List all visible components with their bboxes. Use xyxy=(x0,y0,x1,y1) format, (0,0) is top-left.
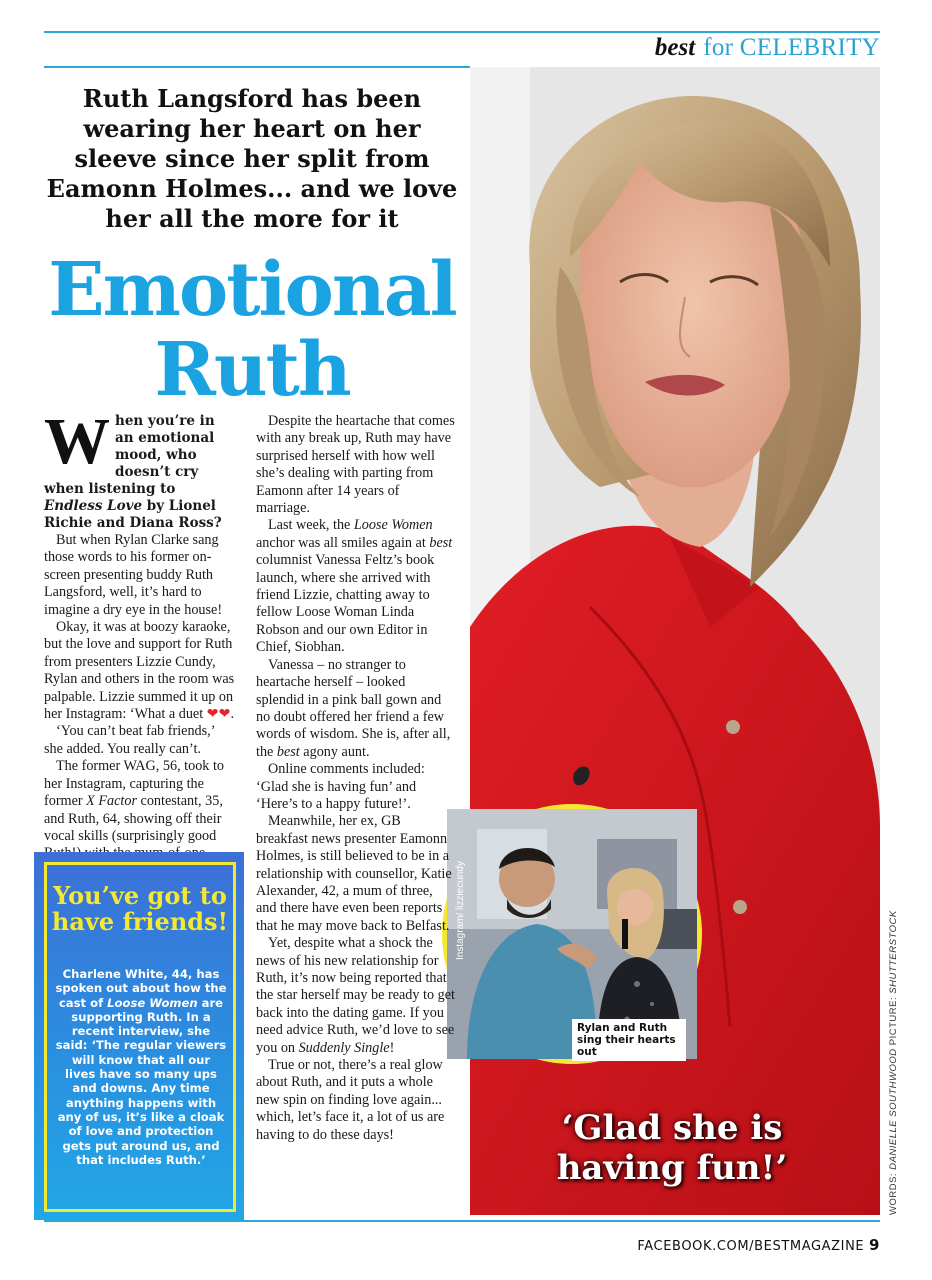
article-paragraph: But when Rylan Clarke sang those words to his former on-screen presenting buddy Ruth Langsford, well, it’s hard to imagine a dry eye in the house! xyxy=(44,532,223,618)
writer-name: DANIELLE SOUTHWOOD xyxy=(888,1048,899,1170)
article-intro xyxy=(44,405,236,532)
article-paragraph: ‘You can’t beat fab friends,’ she added. You really can’t. xyxy=(44,723,215,757)
paragraph-text: Vanessa – no stranger to heartache herself – looked splendid in a pink ball gown and no doubt offered her friend a few words of wisdom. She is, after all, the xyxy=(256,656,451,760)
show-title: Suddenly Single xyxy=(298,1039,390,1056)
paragraph-text: anchor was all smiles again at xyxy=(256,534,430,551)
picture-agency: SHUTTERSTOCK xyxy=(888,910,899,994)
section-header xyxy=(655,34,880,64)
paragraph-text: The former WAG, 56, took to her Instagram, capturing the former xyxy=(44,758,224,810)
paragraph-text: agony aunt. xyxy=(299,743,370,760)
boxout-text: Charlene White, 44, has spoken out about how the cast of xyxy=(55,967,227,1010)
intro-song-title: Endless Love xyxy=(44,498,143,514)
paragraph-text: Okay, it was at boozy karaoke, but the love and support for Ruth from presenters Lizzie Cundy, Rylan and others in the room was palpable. Lizzie summed it up on her Instagram: ‘What a duet xyxy=(44,619,235,723)
inset-photo-credit: Instagram/ lizziecundy xyxy=(455,861,466,960)
boxout-frame xyxy=(44,862,236,1212)
section-name: for CELEBRITY xyxy=(703,34,880,61)
footer-url: FACEBOOK.COM/BESTMAGAZINE xyxy=(637,1239,865,1254)
drop-cap: W xyxy=(44,405,110,478)
header-rule xyxy=(44,66,470,68)
paragraph-text: columnist Vanessa Feltz’s book launch, where she arrived with friend Lizzie, chatting away to fellow Loose Woman Linda Robson and our own Editor in Chief, Siobhan. xyxy=(256,552,435,656)
show-title: Loose Women xyxy=(353,517,433,534)
friends-boxout xyxy=(34,852,244,1220)
headline-line-1: Emotional xyxy=(48,247,456,333)
bottom-rule xyxy=(44,1220,880,1222)
intro-text-b: by Lionel Richie and Diana Ross? xyxy=(44,498,222,531)
article-paragraph xyxy=(44,619,236,723)
article-paragraph: True or not, there’s a real glow about Ruth, and it puts a whole new spin on finding love again... which, let’s face it, a lot of us are having to do these days! xyxy=(256,1057,445,1143)
brand-name: best xyxy=(654,34,696,61)
show-title: Loose Women xyxy=(107,995,198,1010)
paragraph-text: Last week, the xyxy=(268,517,354,534)
article-paragraph xyxy=(256,935,456,1057)
article-column-2 xyxy=(256,413,456,1205)
article-paragraph: Meanwhile, her ex, GB breakfast news presenter Eamonn Holmes, is still believed to be in a relationship with counsellor, Katie Alexander, 42, a mum of three, and there have even been reports that he may move back to Belfast. xyxy=(256,813,452,934)
standfirst: Ruth Langsford has been wearing her heart on her sleeve since her split from Eamonn Holmes... and we love her all the more for it xyxy=(46,84,458,233)
brand-mention: best xyxy=(276,743,300,760)
paragraph-text: . xyxy=(230,706,235,723)
pull-quote: ‘Glad she is having fun!’ xyxy=(556,1108,788,1188)
paragraph-text: Yet, despite what a shock the news of his new relationship for Ruth, it’s now being reported that the star herself may be ready to get back into the dating game. If you need advice Ruth, we’d love to see you on xyxy=(256,935,455,1056)
headline-line-2: Ruth xyxy=(154,327,350,413)
show-title: X Factor xyxy=(86,793,137,810)
headline xyxy=(30,247,474,413)
hearts-icon: ❤❤ xyxy=(206,706,231,723)
intro-text-a: hen you’re in an emotional mood, who doesn’t cry when listening to xyxy=(44,413,215,497)
article-column-1 xyxy=(44,405,236,845)
page-number: 9 xyxy=(868,1236,880,1254)
boxout-body xyxy=(55,967,227,1167)
boxout-text: are supporting Ruth. In a recent interview, she said: ‘The regular viewers will know that all our lives have so many ups and downs. Any time anything happens with any of us, it’s like a cloak of love and protection gets put around us, and that includes Ruth.’ xyxy=(55,995,227,1167)
inset-caption: Rylan and Ruth sing their hearts out xyxy=(572,1019,686,1061)
boxout-title: You’ve got to have friends! xyxy=(51,881,229,936)
article-paragraph xyxy=(256,517,456,656)
paragraph-text: contestant, 35, and Ruth, 64, showing off their vocal skills (surprisingly good xyxy=(44,793,223,844)
article-paragraph: Online comments included: ‘Glad she is having fun’ and ‘Here’s to a happy future!’. xyxy=(256,761,425,812)
page-footer xyxy=(637,1236,880,1254)
brand-mention: best xyxy=(429,534,453,551)
article-paragraph: Despite the heartache that comes with any break up, Ruth may have surprised herself with how well she’s dealing with parting from Eamonn after 14 years of marriage. xyxy=(256,413,455,517)
top-rule xyxy=(44,31,880,33)
paragraph-text: ! xyxy=(389,1039,395,1056)
byline-label: WORDS: xyxy=(888,1169,899,1215)
byline-label: PICTURE: xyxy=(888,993,899,1049)
article-paragraph xyxy=(256,657,456,761)
byline-credits xyxy=(888,910,899,1215)
